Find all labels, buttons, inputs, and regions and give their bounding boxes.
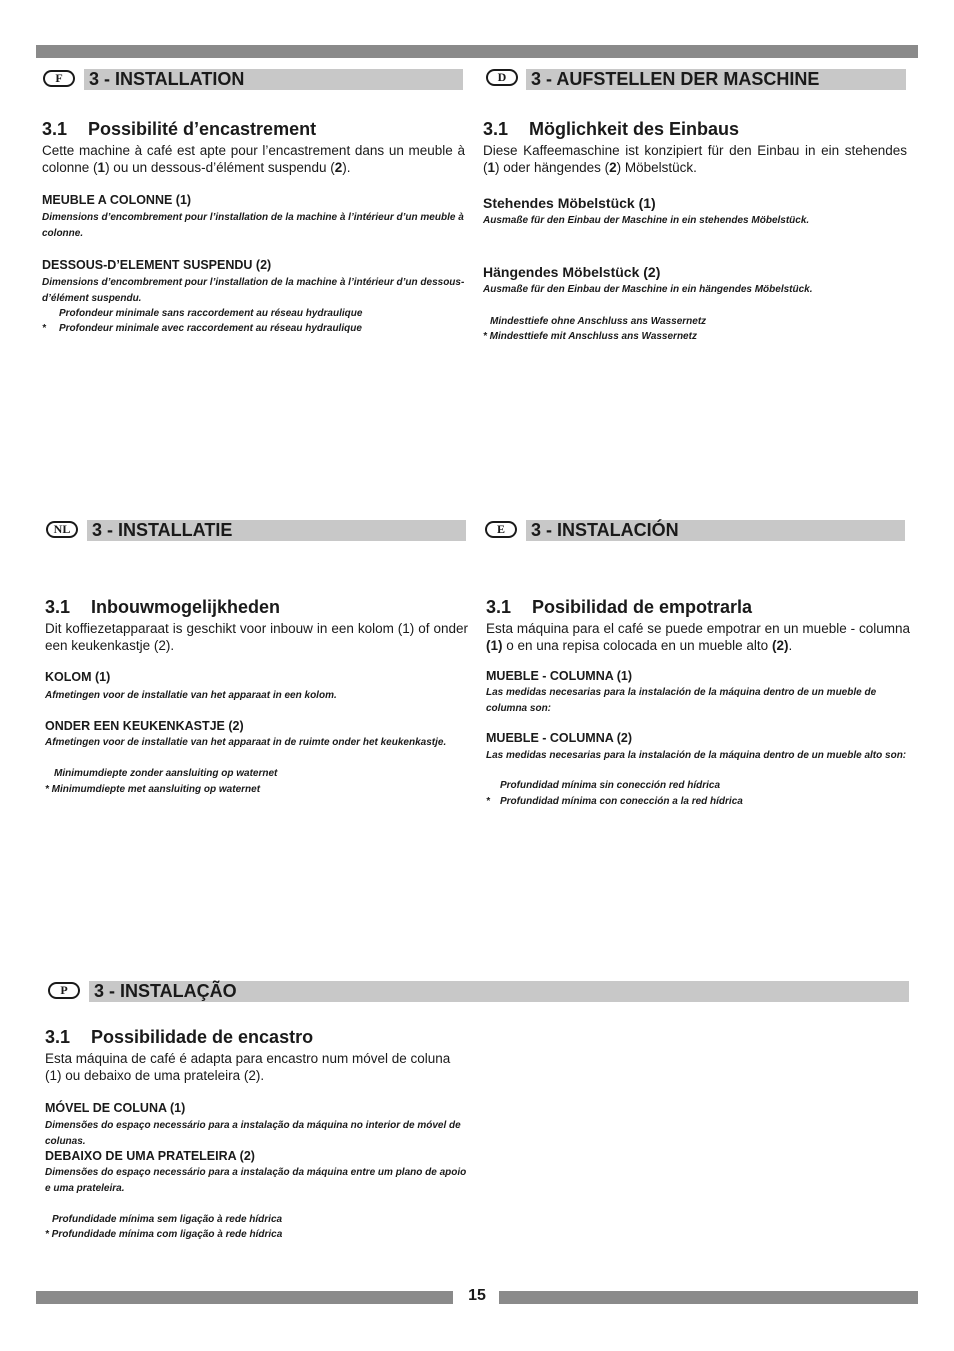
flag-de-label: D (488, 71, 516, 84)
intro-es (486, 621, 910, 654)
description-nl-1: Afmetingen voor de installatie van het apparaat in een kolom. (45, 690, 337, 701)
intro-text: Esta máquina para el café se puede empotrar en un mueble - columna (486, 621, 910, 636)
intro-text: Diese Kaffeemaschine ist konzipiert für den Einbau in ein stehendes ( (483, 143, 907, 175)
heading-nl: 3 - INSTALLATIE (92, 520, 233, 540)
note-es-2: Profundidad mínima con conección a la red hídrica (500, 796, 743, 807)
section-title-es (486, 597, 752, 618)
section-number: 3.1 (45, 1027, 71, 1047)
flag-fr-label: F (45, 72, 73, 85)
heading-es: 3 - INSTALACIÓN (531, 520, 679, 540)
section-title-nl (45, 597, 280, 618)
section-title-fr (42, 119, 316, 140)
intro-text: o en una repisa colocada en un mueble alto (502, 637, 772, 653)
bottom-rule-left (36, 1291, 453, 1304)
section-title-pt (45, 1027, 313, 1048)
note-fr-1: Profondeur minimale sans raccordement au réseau hydraulique (59, 308, 363, 319)
intro-text: Cette machine à café est apte pour l’encastrement dans un meuble à colonne ( (42, 143, 465, 175)
section-number: 3.1 (45, 597, 71, 617)
subheading-es-2: MUEBLE - COLUMNA (2) (486, 731, 633, 745)
description-pt-2: Dimensões do espaço necessário para a instalação da máquina entre um plano de apoio e uma prateleira. (45, 1167, 467, 1194)
heading-de: 3 - AUFSTELLEN DER MASCHINE (531, 69, 820, 89)
flag-es-badge (485, 521, 517, 538)
subheading-es-1: MUEBLE - COLUMNA (1) (486, 669, 633, 683)
top-rule (36, 45, 918, 58)
flag-pt-badge (48, 982, 80, 999)
description-fr-1: Dimensions d’encombrement pour l’installation de la machine à l’intérieur d’un meuble à colonne. (42, 212, 464, 239)
section-number: 3.1 (483, 119, 509, 139)
note-pt-2: * Profundidade mínima com ligação à rede hídrica (45, 1229, 283, 1240)
flag-es-label: E (487, 523, 515, 536)
intro-pt: Esta máquina de café é adapta para encastro num móvel de coluna (1) ou debaixo de uma prateleira (2). (45, 1051, 451, 1083)
subheading-de-2: Hängendes Möbelstück (2) (483, 264, 661, 280)
section-title-text: Inbouwmogelijkheden (91, 597, 281, 617)
description-pt-1: Dimensões do espaço necessário para a instalação da máquina no interior de móvel de colunas. (45, 1120, 461, 1147)
subheading-de-1: Stehendes Möbelstück (1) (483, 195, 656, 211)
flag-pt-label: P (50, 984, 78, 997)
intro-bold: 2 (334, 159, 343, 175)
subheading-pt-2: DEBAIXO DE UMA PRATELEIRA (2) (45, 1149, 255, 1163)
note-de-1: Mindesttiefe ohne Anschluss ans Wassernetz (490, 316, 707, 327)
note-es-1: Profundidad mínima sin conección red hídrica (500, 780, 721, 791)
section-number: 3.1 (42, 119, 68, 139)
subheading-fr-1: MEUBLE A COLONNE (1) (42, 193, 192, 207)
intro-bold: 1 (97, 159, 106, 175)
section-number: 3.1 (486, 597, 512, 617)
heading-fr: 3 - INSTALLATION (89, 69, 245, 89)
section-title-text: Posibilidad de empotrarla (532, 597, 753, 617)
description-nl-2: Afmetingen voor de installatie van het apparaat in de ruimte onder het keukenkastje. (45, 737, 447, 748)
intro-text: ) Möbelstück. (616, 159, 697, 175)
note-fr-2: Profondeur minimale avec raccordement au réseau hydraulique (59, 323, 362, 334)
intro-bold: (2) (771, 637, 789, 653)
flag-de-badge (486, 69, 518, 86)
intro-bold: 2 (609, 159, 617, 175)
note-de-2: * Mindesttiefe mit Anschluss ans Wassernetz (483, 331, 697, 342)
section-title-text: Möglichkeit des Einbaus (529, 119, 740, 139)
subheading-nl-2: ONDER EEN KEUKENKASTJE (2) (45, 719, 244, 733)
section-title-de (483, 119, 739, 140)
intro-bold: (1) (486, 637, 503, 653)
subheading-pt-1: MÓVEL DE COLUNA (1) (45, 1101, 186, 1115)
flag-nl-label: NL (48, 523, 76, 536)
note-nl-1: Minimumdiepte zonder aansluiting op waternet (54, 768, 278, 779)
intro-fr (42, 143, 465, 176)
intro-nl: Dit koffiezetapparaat is geschikt voor inbouw in een kolom (1) of onder een keukenkastje (2). (45, 621, 468, 653)
heading-pt: 3 - INSTALAÇÃO (94, 981, 237, 1001)
flag-nl-badge (46, 521, 78, 538)
subheading-nl-1: KOLOM (1) (45, 670, 111, 684)
description-fr-2: Dimensions d’encombrement pour l’installation de la machine à l’intérieur d’un dessous-d’élément suspendu. (42, 277, 465, 304)
description-es-2: Las medidas necesarias para la instalación de la máquina dentro de un mueble alto son: (486, 750, 907, 761)
intro-text: ) ou un dessous-d’élément suspendu ( (105, 159, 335, 175)
flag-fr-badge (43, 70, 75, 87)
page-number: 15 (468, 1287, 486, 1304)
note-nl-2: * Minimumdiepte met aansluiting op waternet (45, 784, 261, 795)
description-de-1: Ausmaße für den Einbau der Maschine in ein stehendes Möbelstück. (483, 215, 810, 226)
subheading-fr-2: DESSOUS-D’ELEMENT SUSPENDU (2) (42, 258, 272, 272)
intro-text: ) oder hängendes ( (495, 159, 610, 175)
intro-text: . (788, 637, 793, 653)
note-fr-2-star: * (42, 323, 46, 334)
intro-text: ). (342, 159, 351, 175)
section-title-text: Possibilidade de encastro (91, 1027, 314, 1047)
note-es-2-star: * (486, 796, 490, 807)
intro-de (483, 143, 907, 176)
section-title-text: Possibilité d’encastrement (88, 119, 317, 139)
bottom-rule-right (499, 1291, 918, 1304)
intro-bold: 1 (487, 159, 496, 175)
note-pt-1: Profundidade mínima sem ligação à rede hídrica (52, 1214, 283, 1225)
description-de-2: Ausmaße für den Einbau der Maschine in ein hängendes Möbelstück. (483, 284, 813, 295)
description-es-1: Las medidas necesarias para la instalación de la máquina dentro de un mueble de columna son: (486, 687, 877, 714)
